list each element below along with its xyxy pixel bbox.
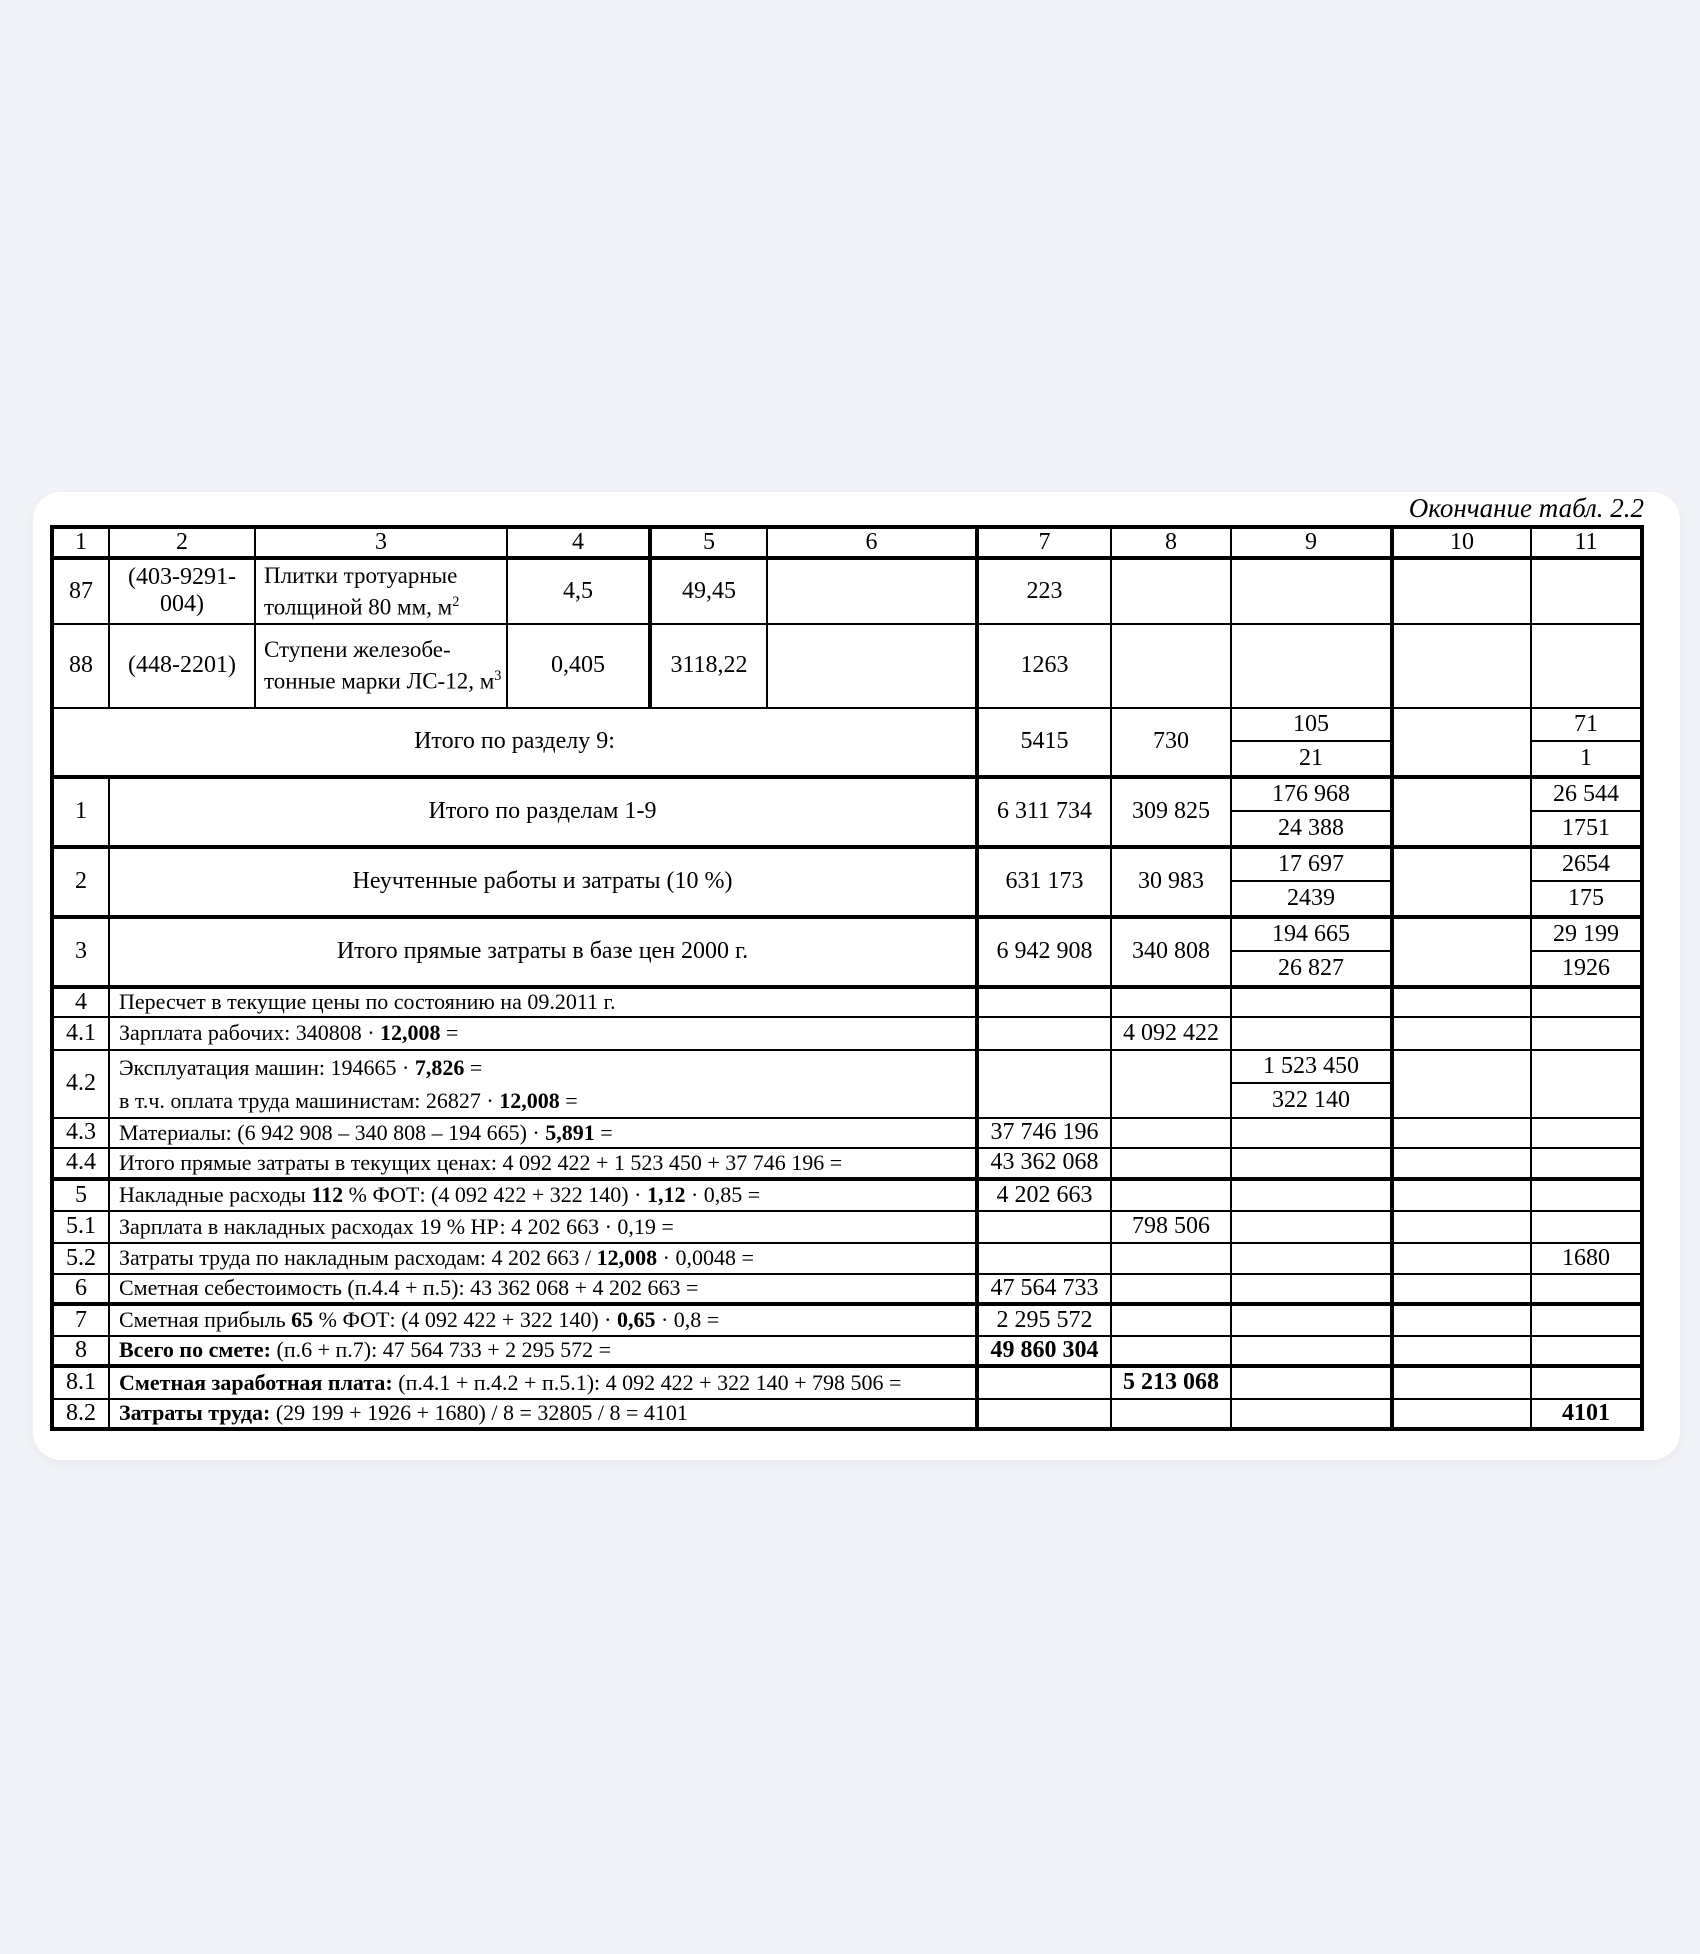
row-7-value-c7: 2 295 572 bbox=[977, 1304, 1111, 1336]
row-4-1-c10-empty bbox=[1392, 1017, 1531, 1050]
row-87-c6-empty bbox=[767, 558, 977, 624]
column-header-row bbox=[52, 527, 1642, 558]
row-8-2-num: 8.2 bbox=[52, 1399, 109, 1429]
row-8-2-label: Затраты труда: (29 199 + 1926 + 1680) / 8 = 32805 / 8 = 4101 bbox=[109, 1399, 977, 1429]
row-5-1-c7-empty bbox=[977, 1211, 1111, 1243]
row-4-2-c8-empty bbox=[1111, 1050, 1231, 1118]
row-5-1-label: Зарплата в накладных расходах 19 % НР: 4 202 663 · 0,19 = bbox=[109, 1211, 977, 1243]
row-total-section-9-c11 bbox=[1531, 708, 1642, 777]
row-2-c11-bottom: 175 bbox=[1568, 884, 1604, 911]
row-5-label: Накладные расходы 112 % ФОТ: (4 092 422 + 322 140) · 1,12 · 0,85 = bbox=[109, 1179, 977, 1211]
row-5-2-value-c11: 1680 bbox=[1531, 1243, 1642, 1274]
row-4-c8-empty bbox=[1111, 987, 1231, 1017]
row-1-c9-top: 176 968 bbox=[1232, 779, 1390, 812]
row-6-c8-empty bbox=[1111, 1274, 1231, 1304]
row-4-2-c10-empty bbox=[1392, 1050, 1531, 1118]
row-5-c9-empty bbox=[1231, 1179, 1392, 1211]
row-5-1-num: 5.1 bbox=[52, 1211, 109, 1243]
row-5-2-num: 5.2 bbox=[52, 1243, 109, 1274]
row-2-label: Неучтенные работы и затраты (10 %) bbox=[109, 847, 977, 917]
row-1-c11 bbox=[1531, 777, 1642, 847]
row-4-2-c9-bottom: 322 140 bbox=[1272, 1086, 1350, 1113]
row-4-2-c9 bbox=[1231, 1050, 1392, 1118]
row-5-2-c9-empty bbox=[1231, 1243, 1392, 1274]
row-4-4-value-c7: 43 362 068 bbox=[977, 1148, 1111, 1179]
col-header-8: 8 bbox=[1111, 527, 1231, 558]
row-88-c4: 0,405 bbox=[507, 624, 650, 708]
row-1-label: Итого по разделам 1-9 bbox=[109, 777, 977, 847]
row-3-num: 3 bbox=[52, 917, 109, 987]
row-87-c8-empty bbox=[1111, 558, 1231, 624]
row-8-2-c8-empty bbox=[1111, 1399, 1231, 1429]
row-3-c9 bbox=[1231, 917, 1392, 987]
row-total-section-9-c10-empty bbox=[1392, 708, 1531, 777]
row-2-unaccounted-works bbox=[52, 847, 1642, 917]
row-87-c5: 49,45 bbox=[650, 558, 767, 624]
row-88 bbox=[52, 624, 1642, 708]
row-5-1-c10-empty bbox=[1392, 1211, 1531, 1243]
row-3-c7: 6 942 908 bbox=[977, 917, 1111, 987]
col-header-2: 2 bbox=[109, 527, 255, 558]
row-7-label: Сметная прибыль 65 % ФОТ: (4 092 422 + 322 140) · 0,65 · 0,8 = bbox=[109, 1304, 977, 1336]
row-87-c9-empty bbox=[1231, 558, 1392, 624]
row-4-4-c8-empty bbox=[1111, 1148, 1231, 1179]
row-5-num: 5 bbox=[52, 1179, 109, 1211]
row-4-4-c9-empty bbox=[1231, 1148, 1392, 1179]
row-5-2-c10-empty bbox=[1392, 1243, 1531, 1274]
row-2-c9-top: 17 697 bbox=[1232, 849, 1390, 882]
col-header-7: 7 bbox=[977, 527, 1111, 558]
row-2-c8: 30 983 bbox=[1111, 847, 1231, 917]
document-card bbox=[33, 492, 1680, 1460]
row-4-1-c9-empty bbox=[1231, 1017, 1392, 1050]
col-header-11: 11 bbox=[1531, 527, 1642, 558]
col-header-4: 4 bbox=[507, 527, 650, 558]
row-8-2-c10-empty bbox=[1392, 1399, 1531, 1429]
row-5-1-value-c8: 798 506 bbox=[1111, 1211, 1231, 1243]
row-5-2-c8-empty bbox=[1111, 1243, 1231, 1274]
row-1-c7: 6 311 734 bbox=[977, 777, 1111, 847]
row-87 bbox=[52, 558, 1642, 624]
row-87-name: Плитки тротуарные толщиной 80 мм, $м^2$ bbox=[255, 558, 507, 624]
row-5-1-salary-in-overhead bbox=[52, 1211, 1642, 1243]
row-8-value-c7: 49 860 304 bbox=[977, 1336, 1111, 1366]
row-4-1-num: 4.1 bbox=[52, 1017, 109, 1050]
row-8-1-estimated-wages bbox=[52, 1366, 1642, 1399]
row-4-4-num: 4.4 bbox=[52, 1148, 109, 1179]
row-4-4-label: Итого прямые затраты в текущих ценах: 4 092 422 + 1 523 450 + 37 746 196 = bbox=[109, 1148, 977, 1179]
row-3-c11-bottom: 1926 bbox=[1562, 954, 1610, 981]
row-5-1-c11-empty bbox=[1531, 1211, 1642, 1243]
row-4-2-c9-top: 1 523 450 bbox=[1232, 1051, 1390, 1084]
row-3-c9-bottom: 26 827 bbox=[1278, 954, 1344, 981]
row-total-section-9-c8: 730 bbox=[1111, 708, 1231, 777]
row-88-c10-empty bbox=[1392, 624, 1531, 708]
row-4-3-materials bbox=[52, 1118, 1642, 1148]
row-8-2-c7-empty bbox=[977, 1399, 1111, 1429]
row-2-c10-empty bbox=[1392, 847, 1531, 917]
row-total-section-9-c9-bottom: 21 bbox=[1299, 744, 1323, 771]
row-4-3-c11-empty bbox=[1531, 1118, 1642, 1148]
row-8-c8-empty bbox=[1111, 1336, 1231, 1366]
row-4-4-c11-empty bbox=[1531, 1148, 1642, 1179]
row-total-section-9-c11-top: 71 bbox=[1532, 709, 1640, 742]
row-8-1-value-c8: 5 213 068 bbox=[1111, 1366, 1231, 1399]
row-4-3-label: Материалы: (6 942 908 – 340 808 – 194 665) · 5,891 = bbox=[109, 1118, 977, 1148]
row-8-1-c7-empty bbox=[977, 1366, 1111, 1399]
col-header-6: 6 bbox=[767, 527, 977, 558]
row-4-3-c10-empty bbox=[1392, 1118, 1531, 1148]
row-88-code: (448-2201) bbox=[109, 624, 255, 708]
col-header-10: 10 bbox=[1392, 527, 1531, 558]
row-88-c5: 3118,22 bbox=[650, 624, 767, 708]
row-1-c9 bbox=[1231, 777, 1392, 847]
row-4-3-value-c7: 37 746 196 bbox=[977, 1118, 1111, 1148]
row-88-c9-empty bbox=[1231, 624, 1392, 708]
row-8-c10-empty bbox=[1392, 1336, 1531, 1366]
row-4-2-num: 4.2 bbox=[52, 1050, 109, 1118]
row-4-c11-empty bbox=[1531, 987, 1642, 1017]
row-88-name: Ступени железобе-тонные марки ЛС-12, $м^3$ bbox=[255, 624, 507, 708]
row-8-2-c9-empty bbox=[1231, 1399, 1392, 1429]
row-6-estimated-cost bbox=[52, 1274, 1642, 1304]
row-5-2-labor-costs-overhead bbox=[52, 1243, 1642, 1274]
row-8-num: 8 bbox=[52, 1336, 109, 1366]
row-4-3-c8-empty bbox=[1111, 1118, 1231, 1148]
row-total-section-9-c9-top: 105 bbox=[1232, 709, 1390, 742]
row-3-direct-costs-base-2000 bbox=[52, 917, 1642, 987]
row-3-label: Итого прямые затраты в базе цен 2000 г. bbox=[109, 917, 977, 987]
row-1-num: 1 bbox=[52, 777, 109, 847]
row-2-c9 bbox=[1231, 847, 1392, 917]
table-continuation-caption: Окончание табл. 2.2 bbox=[1408, 493, 1644, 523]
row-2-num: 2 bbox=[52, 847, 109, 917]
row-4-num: 4 bbox=[52, 987, 109, 1017]
row-4-4-c10-empty bbox=[1392, 1148, 1531, 1179]
row-4-label: Пересчет в текущие цены по состоянию на 09.2011 г. bbox=[109, 987, 977, 1017]
row-4-1-c7-empty bbox=[977, 1017, 1111, 1050]
row-4-4-total-direct-current bbox=[52, 1148, 1642, 1179]
row-4-1-c11-empty bbox=[1531, 1017, 1642, 1050]
row-1-c10-empty bbox=[1392, 777, 1531, 847]
row-8-2-labor-costs bbox=[52, 1399, 1642, 1429]
row-87-num: 87 bbox=[52, 558, 109, 624]
row-3-c10-empty bbox=[1392, 917, 1531, 987]
row-4-2-c7-empty bbox=[977, 1050, 1111, 1118]
row-5-c8-empty bbox=[1111, 1179, 1231, 1211]
row-8-label: Всего по смете: (п.6 + п.7): 47 564 733 + 2 295 572 = bbox=[109, 1336, 977, 1366]
row-6-c11-empty bbox=[1531, 1274, 1642, 1304]
row-6-c9-empty bbox=[1231, 1274, 1392, 1304]
row-total-section-9-c7: 5415 bbox=[977, 708, 1111, 777]
row-7-num: 7 bbox=[52, 1304, 109, 1336]
row-5-c10-empty bbox=[1392, 1179, 1531, 1211]
row-8-1-c9-empty bbox=[1231, 1366, 1392, 1399]
row-total-section-9-c11-bottom: 1 bbox=[1580, 744, 1592, 771]
row-88-c11-empty bbox=[1531, 624, 1642, 708]
row-1-c11-bottom: 1751 bbox=[1562, 814, 1610, 841]
row-total-section-9-label: Итого по разделу 9: bbox=[52, 708, 977, 777]
row-4-c7-empty bbox=[977, 987, 1111, 1017]
row-87-c7: 223 bbox=[977, 558, 1111, 624]
row-2-c9-bottom: 2439 bbox=[1287, 884, 1335, 911]
row-4-c9-empty bbox=[1231, 987, 1392, 1017]
row-1-c11-top: 26 544 bbox=[1532, 779, 1640, 812]
row-2-c11-top: 2654 bbox=[1532, 849, 1640, 882]
row-4-recalculation bbox=[52, 987, 1642, 1017]
row-1-totals-1-9 bbox=[52, 777, 1642, 847]
estimate-table bbox=[50, 525, 1644, 1431]
row-87-c4: 4,5 bbox=[507, 558, 650, 624]
row-4-2-label-line1: Эксплуатация машин: 194665 · 7,826 = bbox=[119, 1054, 483, 1080]
row-4-3-num: 4.3 bbox=[52, 1118, 109, 1148]
row-2-c11 bbox=[1531, 847, 1642, 917]
row-5-value-c7: 4 202 663 bbox=[977, 1179, 1111, 1211]
row-87-c11-empty bbox=[1531, 558, 1642, 624]
row-88-c6-empty bbox=[767, 624, 977, 708]
row-88-c7: 1263 bbox=[977, 624, 1111, 708]
row-1-c8: 309 825 bbox=[1111, 777, 1231, 847]
row-4-1-value-c8: 4 092 422 bbox=[1111, 1017, 1231, 1050]
row-87-c10-empty bbox=[1392, 558, 1531, 624]
row-5-c11-empty bbox=[1531, 1179, 1642, 1211]
row-6-num: 6 bbox=[52, 1274, 109, 1304]
row-4-2-c11-empty bbox=[1531, 1050, 1642, 1118]
col-header-9: 9 bbox=[1231, 527, 1392, 558]
row-7-c10-empty bbox=[1392, 1304, 1531, 1336]
row-7-c8-empty bbox=[1111, 1304, 1231, 1336]
col-header-3: 3 bbox=[255, 527, 507, 558]
col-header-5: 5 bbox=[650, 527, 767, 558]
row-4-c10-empty bbox=[1392, 987, 1531, 1017]
row-8-1-num: 8.1 bbox=[52, 1366, 109, 1399]
row-5-1-c9-empty bbox=[1231, 1211, 1392, 1243]
row-4-2-label-line2: в т.ч. оплата труда машинистам: 26827 · 12,008 = bbox=[119, 1087, 578, 1113]
row-4-2-label bbox=[109, 1050, 977, 1118]
row-4-2-machines-operation bbox=[52, 1050, 1642, 1118]
row-total-section-9-c9 bbox=[1231, 708, 1392, 777]
row-87-code: (403-9291-004) bbox=[109, 558, 255, 624]
row-total-section-9 bbox=[52, 708, 1642, 777]
row-6-label: Сметная себестоимость (п.4.4 + п.5): 43 362 068 + 4 202 663 = bbox=[109, 1274, 977, 1304]
row-5-2-label: Затраты труда по накладным расходам: 4 202 663 / 12,008 · 0,0048 = bbox=[109, 1243, 977, 1274]
row-7-c11-empty bbox=[1531, 1304, 1642, 1336]
row-8-1-c11-empty bbox=[1531, 1366, 1642, 1399]
row-3-c8: 340 808 bbox=[1111, 917, 1231, 987]
row-1-c9-bottom: 24 388 bbox=[1278, 814, 1344, 841]
row-8-1-label: Сметная заработная плата: (п.4.1 + п.4.2 + п.5.1): 4 092 422 + 322 140 + 798 506 = bbox=[109, 1366, 977, 1399]
col-header-1: 1 bbox=[52, 527, 109, 558]
row-8-2-value-c11: 4101 bbox=[1531, 1399, 1642, 1429]
row-8-1-c10-empty bbox=[1392, 1366, 1531, 1399]
row-8-total-estimate bbox=[52, 1336, 1642, 1366]
row-3-c11 bbox=[1531, 917, 1642, 987]
row-7-estimated-profit bbox=[52, 1304, 1642, 1336]
row-88-c8-empty bbox=[1111, 624, 1231, 708]
row-5-2-c7-empty bbox=[977, 1243, 1111, 1274]
row-3-c11-top: 29 199 bbox=[1532, 919, 1640, 952]
row-7-c9-empty bbox=[1231, 1304, 1392, 1336]
row-6-value-c7: 47 564 733 bbox=[977, 1274, 1111, 1304]
row-8-c9-empty bbox=[1231, 1336, 1392, 1366]
row-4-1-workers-salary bbox=[52, 1017, 1642, 1050]
row-5-overhead-costs bbox=[52, 1179, 1642, 1211]
row-6-c10-empty bbox=[1392, 1274, 1531, 1304]
row-4-3-c9-empty bbox=[1231, 1118, 1392, 1148]
row-88-num: 88 bbox=[52, 624, 109, 708]
row-3-c9-top: 194 665 bbox=[1232, 919, 1390, 952]
row-8-c11-empty bbox=[1531, 1336, 1642, 1366]
row-2-c7: 631 173 bbox=[977, 847, 1111, 917]
row-4-1-label: Зарплата рабочих: 340808 · 12,008 = bbox=[109, 1017, 977, 1050]
